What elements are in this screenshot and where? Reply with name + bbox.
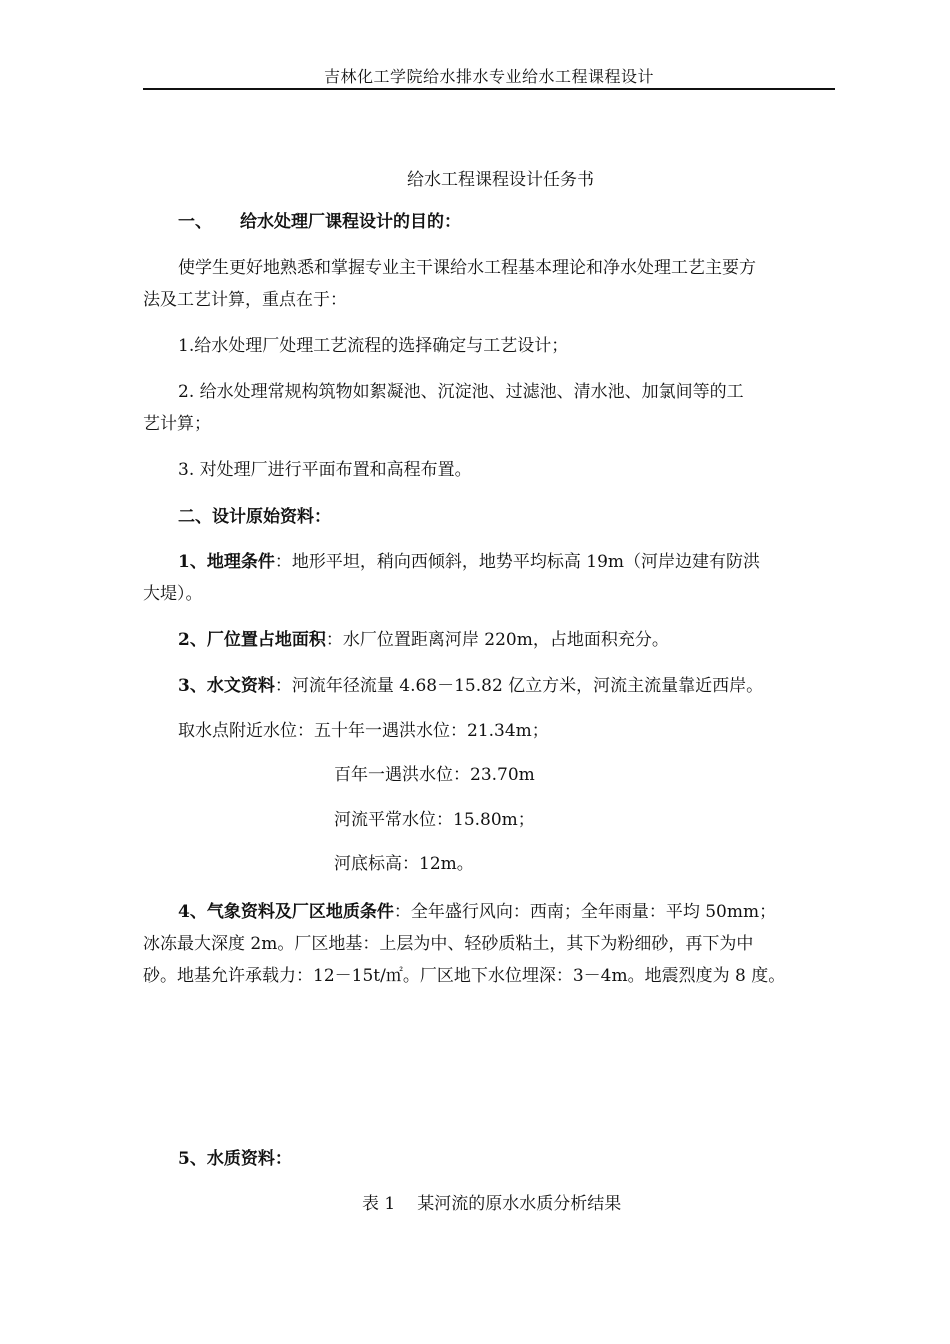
terrain-paragraph-line1 (178, 550, 760, 574)
site-paragraph (178, 628, 669, 652)
flood-level-100yr: 百年一遇洪水位：23.70m (334, 765, 535, 785)
running-header: 吉林化工学院给水排水专业给水工程课程设计 (323, 67, 654, 86)
water-quality-heading: 5、水质资料： (178, 1149, 292, 1169)
section1-heading-text: 给水处理厂课程设计的目的： (240, 212, 461, 232)
hydro-text: ：河流年径流量 4.68－15.82 亿立方米，河流主流量靠近西岸。 (274, 676, 764, 696)
terrain-paragraph-line2: 大堤）。 (143, 584, 203, 604)
list-item-3: 3. 对处理厂进行平面布置和高程布置。 (178, 460, 472, 480)
section2-heading: 二、设计原始资料： (178, 507, 331, 527)
climate-paragraph-line1 (178, 900, 776, 924)
terrain-label: 1、地理条件 (178, 552, 275, 572)
normal-water-level: 河流平常水位：15.80m； (334, 810, 535, 830)
table-caption-number: 表 1 (362, 1194, 396, 1214)
hydro-label: 3、水文资料 (178, 676, 275, 696)
header-divider (143, 88, 835, 90)
intro-paragraph-line2: 法及工艺计算，重点在于： (143, 290, 347, 310)
list-item-1: 1.给水处理厂处理工艺流程的选择确定与工艺设计； (178, 336, 569, 356)
list-item-2-line2: 艺计算； (143, 414, 211, 434)
table-caption (362, 1192, 621, 1216)
table-caption-text: 某河流的原水水质分析结果 (417, 1194, 622, 1214)
climate-label: 4、气象资料及厂区地质条件 (178, 902, 394, 922)
riverbed-elevation: 河底标高：12m。 (334, 854, 474, 874)
document-title: 给水工程课程设计任务书 (407, 170, 594, 190)
climate-text-1: ：全年盛行风向：西南；全年雨量：平均 50mm； (393, 902, 777, 922)
terrain-text: ：地形平坦，稍向西倾斜，地势平均标高 19m（河岸边建有防洪 (274, 552, 760, 572)
site-text: ：水厂位置距离河岸 220m，占地面积充分。 (325, 630, 669, 650)
climate-paragraph-line2: 冰冻最大深度 2m。厂区地基：上层为中、轻砂质粘土，其下为粉细砂，再下为中 (143, 934, 754, 954)
water-level-intro: 取水点附近水位：五十年一遇洪水位：21.34m； (178, 721, 549, 741)
section1-heading-number: 一、 (178, 212, 212, 232)
hydro-paragraph (178, 674, 763, 698)
intro-paragraph-line1: 使学生更好地熟悉和掌握专业主干课给水工程基本理论和净水处理工艺主要方 (178, 258, 756, 278)
site-label: 2、厂位置占地面积 (178, 630, 326, 650)
list-item-2-line1: 2. 给水处理常规构筑物如絮凝池、沉淀池、过滤池、清水池、加氯间等的工 (178, 382, 744, 402)
climate-paragraph-line3: 砂。地基允许承载力：12－15t/㎡。厂区地下水位埋深：3－4m。地震烈度为 8 度。 (143, 966, 786, 986)
section1-heading (178, 210, 461, 234)
